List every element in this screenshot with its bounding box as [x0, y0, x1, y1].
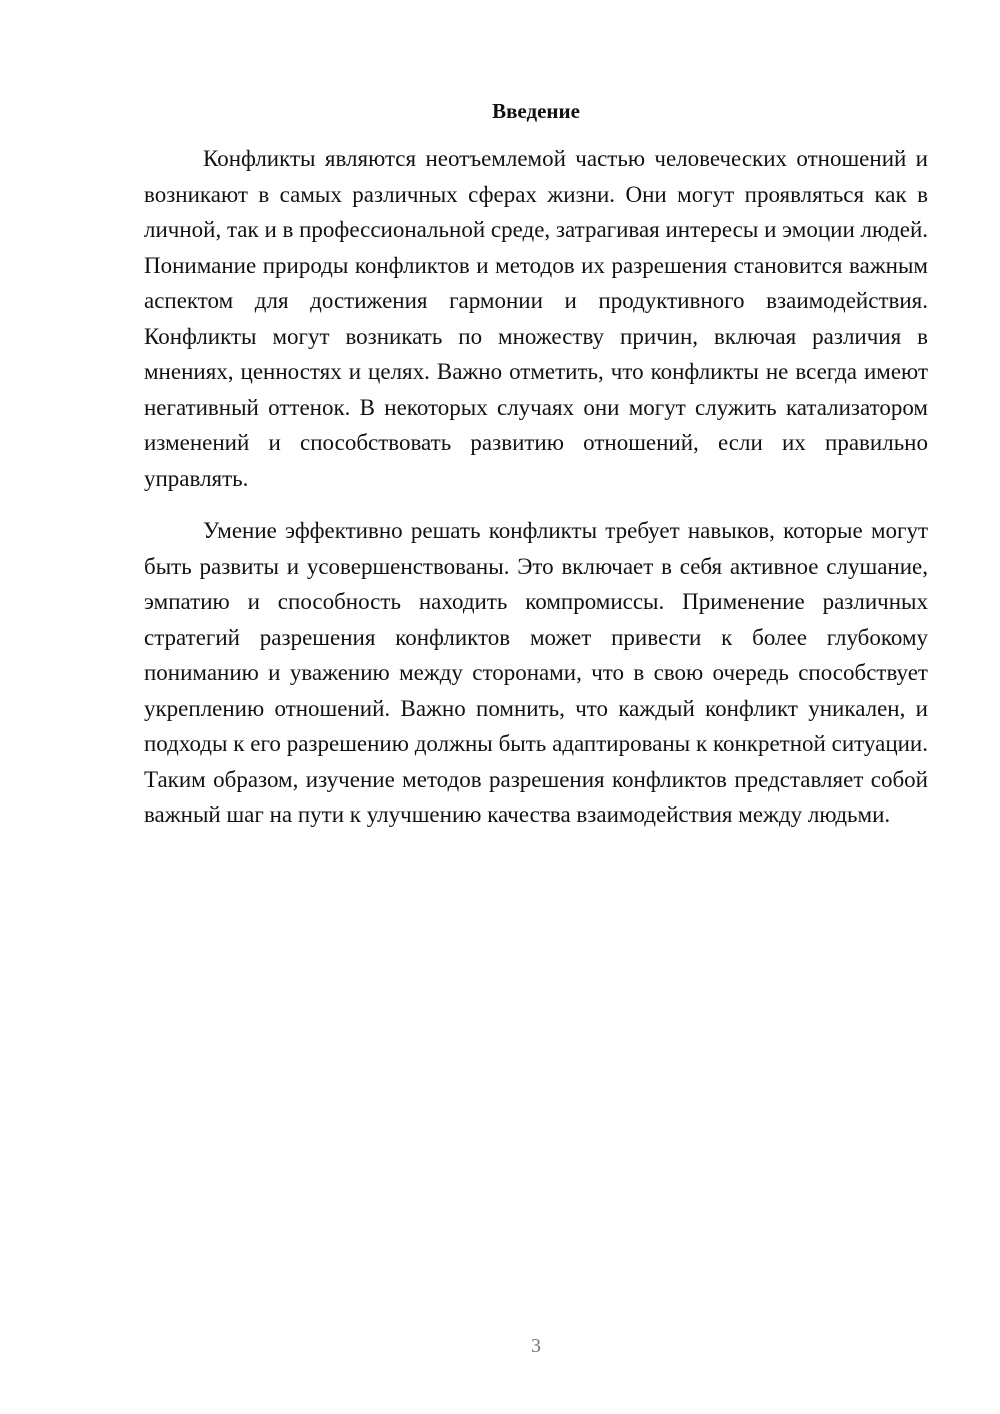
paragraph-2: Умение эффективно решать конфликты требует навыков, которые могут быть развиты и усовершенствованы. Это включает в себя активное слушание, эмпатию и способность находить компромиссы. Применение различных стратегий разрешения конфликтов может привести к более глубокому пониманию и уважению между сторонами, что в свою очередь способствует укреплению отношений. Важно помнить, что каждый конфликт уникален, и подходы к его разрешению должны быть адаптированы к конкретной ситуации. Таким образом, изучение методов разрешения конфликтов представляет собой важный шаг на пути к улучшению качества взаимодействия между людьми. [144, 518, 928, 827]
paragraph-1: Конфликты являются неотъемлемой частью человеческих отношений и возникают в самых различных сферах жизни. Они могут проявляться как в личной, так и в профессиональной среде, затрагивая интересы и эмоции людей. Понимание природы конфликтов и методов их разрешения становится важным аспектом для достижения гармонии и продуктивного взаимодействия. Конфликты могут возникать по множеству причин, включая различия в мнениях, ценностях и целях. Важно отметить, что конфликты не всегда имеют негативный оттенок. В некоторых случаях они могут служить катализатором изменений и способствовать развитию отношений, если их правильно управлять. [144, 146, 928, 491]
body-text [144, 141, 928, 833]
page-number: 3 [531, 1335, 541, 1357]
page-title: Введение [492, 99, 580, 123]
